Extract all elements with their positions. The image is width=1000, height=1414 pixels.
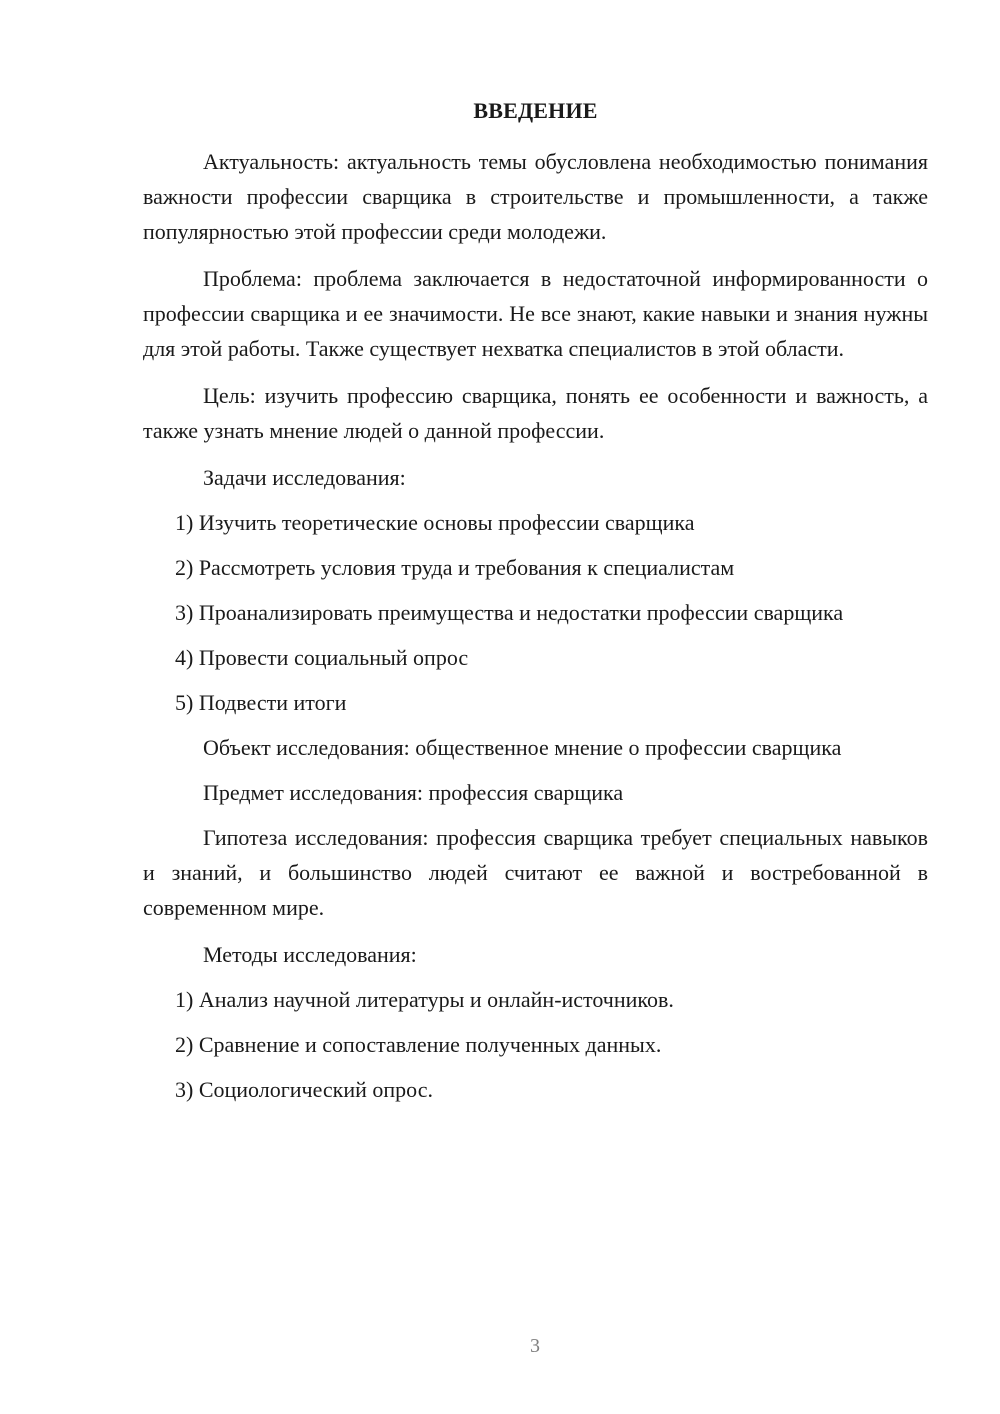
section-heading: ВВЕДЕНИЕ xyxy=(473,98,598,123)
task-item: 2) Рассмотреть условия труда и требования к специалистам xyxy=(175,555,735,580)
method-item: 2) Сравнение и сопоставление полученных данных. xyxy=(175,1032,662,1057)
tasks-title: Задачи исследования: xyxy=(203,465,406,490)
methods-title: Методы исследования: xyxy=(203,942,417,967)
method-item: 1) Анализ научной литературы и онлайн-источников. xyxy=(175,987,674,1012)
task-item: 5) Подвести итоги xyxy=(175,690,347,715)
page-content xyxy=(143,96,928,1117)
task-item: 3) Проанализировать преимущества и недостатки профессии сварщика xyxy=(175,600,844,625)
goal-paragraph: Цель: изучить профессию сварщика, понять ее особенности и важность, а также узнать мнение людей о данной профессии. xyxy=(143,383,928,443)
page-number: 3 xyxy=(530,1335,540,1357)
task-item: 1) Изучить теоретические основы профессии сварщика xyxy=(175,510,695,535)
hypothesis-paragraph: Гипотеза исследования: профессия сварщика требует специальных навыков и знаний, и большинство людей считают ее важной и востребованной в современном мире. xyxy=(143,825,928,920)
problem-paragraph: Проблема: проблема заключается в недостаточной информированности о профессии сварщика и ее значимости. Не все знают, какие навыки и знания нужны для этой работы. Также существует нехватка специалистов в этой области. xyxy=(143,266,928,361)
research-object: Объект исследования: общественное мнение о профессии сварщика xyxy=(203,735,842,760)
research-subject: Предмет исследования: профессия сварщика xyxy=(203,780,624,805)
method-item: 3) Социологический опрос. xyxy=(175,1077,433,1102)
task-item: 4) Провести социальный опрос xyxy=(175,645,469,670)
relevance-paragraph: Актуальность: актуальность темы обусловлена необходимостью понимания важности профессии сварщика в строительстве и промышленности, а также популярностью этой профессии среди молодежи. xyxy=(143,149,928,244)
